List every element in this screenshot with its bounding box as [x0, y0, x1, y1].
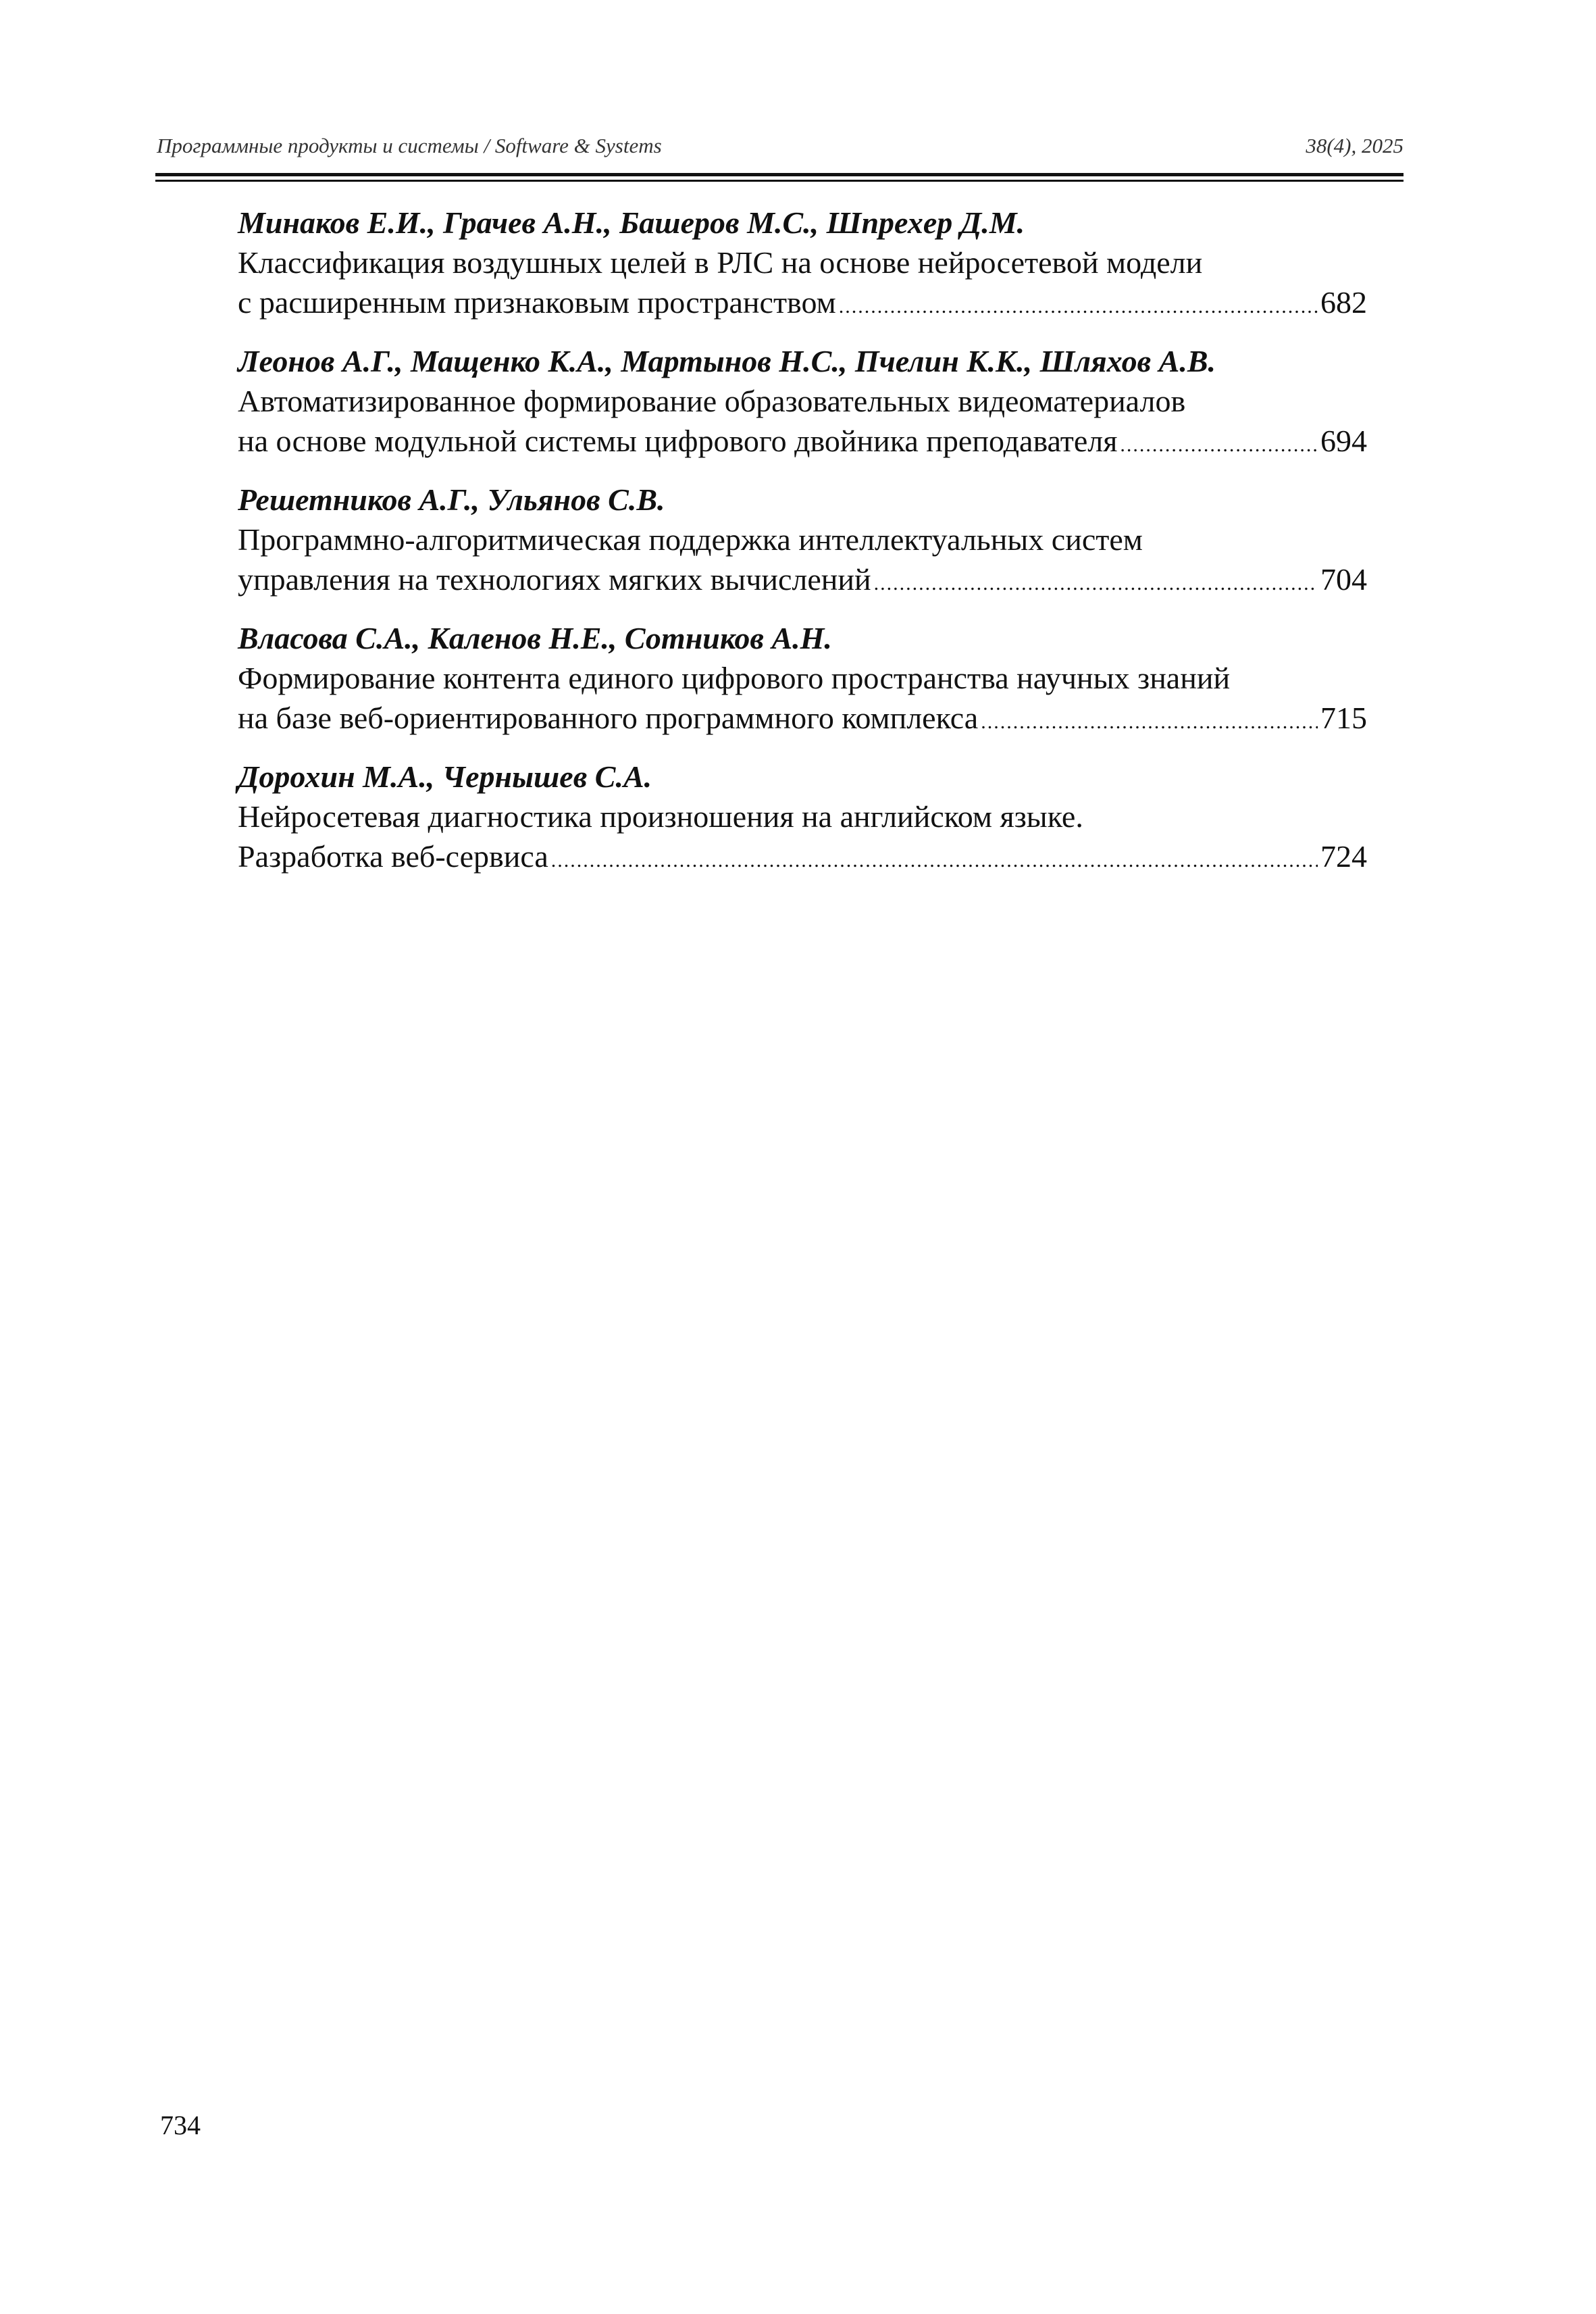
dot-leader [981, 698, 1318, 742]
entry-title: Программно-алгоритмическая поддержка интеллектуальных систем [238, 522, 1143, 557]
page-number: 734 [160, 2110, 201, 2140]
entry-title: Нейросетевая диагностика произношения на английском языке. [238, 799, 1083, 834]
entry-authors: Минаков Е.И., Грачев А.Н., Башеров М.С., Шпрехер Д.М. [238, 205, 1025, 240]
dot-leader [839, 282, 1318, 326]
journal-title: Программные продукты и системы / Software & Systems [157, 134, 662, 157]
toc-entry [238, 757, 1367, 880]
entry-title-cont: Разработка веб-сервиса [238, 839, 548, 874]
entry-authors: Леонов А.Г., Мащенко К.А., Мартынов Н.С., Пчелин К.К., Шляхов А.В. [238, 344, 1216, 378]
entry-page: 715 [1320, 701, 1367, 735]
toc-entry [238, 341, 1367, 465]
entry-page: 704 [1320, 562, 1367, 597]
running-header [157, 134, 1404, 158]
toc-entry [238, 480, 1367, 603]
entry-title: Автоматизированное формирование образовательных видеоматериалов [238, 384, 1186, 418]
dot-leader [551, 836, 1318, 880]
dot-leader [1120, 421, 1318, 465]
entry-title: Классификация воздушных целей в РЛС на основе нейросетевой модели [238, 245, 1203, 280]
entry-page: 694 [1320, 424, 1367, 458]
dot-leader [874, 559, 1318, 603]
table-of-contents [238, 203, 1367, 895]
toc-entry [238, 203, 1367, 326]
header-rule-thick [155, 173, 1404, 176]
entry-title-cont: на основе модульной системы цифрового двойника преподавателя [238, 424, 1118, 458]
entry-authors: Власова С.А., Каленов Н.Е., Сотников А.Н. [238, 621, 832, 655]
issue-number: 38(4), 2025 [1306, 134, 1404, 157]
entry-title-cont: с расширенным признаковым пространством [238, 285, 836, 320]
header-rule-thin [155, 180, 1404, 182]
entry-title: Формирование контента единого цифрового пространства научных знаний [238, 661, 1231, 695]
entry-page: 724 [1320, 839, 1367, 874]
toc-entry [238, 618, 1367, 742]
entry-authors: Решетников А.Г., Ульянов С.В. [238, 482, 665, 517]
entry-title-cont: управления на технологиях мягких вычислений [238, 562, 871, 597]
entry-authors: Дорохин М.А., Чернышев С.А. [238, 759, 652, 794]
entry-page: 682 [1320, 285, 1367, 320]
entry-title-cont: на базе веб-ориентированного программного комплекса [238, 701, 979, 735]
